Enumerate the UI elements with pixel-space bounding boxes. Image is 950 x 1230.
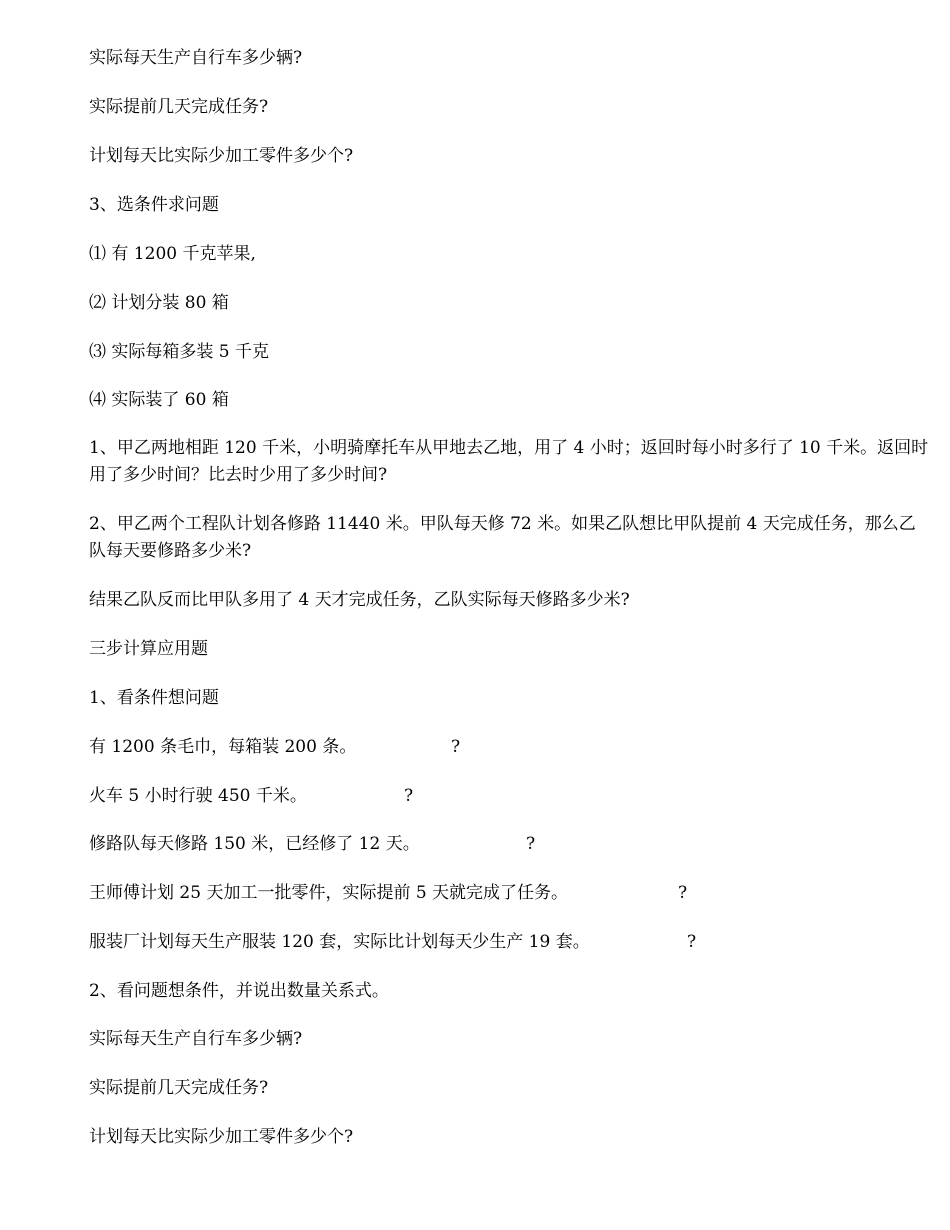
problem-road-teams: 2、甲乙两个工程队计划各修路 11440 米。甲队每天修 72 米。如果乙队想比甲队提前 4 天完成任务，那么乙队每天要修路多少米?	[89, 514, 916, 561]
subheading-questions-to-conditions: 2、看问题想条件，并说出数量关系式。	[89, 981, 389, 1001]
line-road-crew: 修路队每天修路 150 米，已经修了 12 天。	[89, 834, 420, 854]
line-bicycle-question-2: 实际每天生产自行车多少辆?	[89, 1029, 303, 1049]
condition-4: ⑷ 实际装了 60 箱	[89, 390, 229, 410]
subheading-conditions-to-questions: 1、看条件想问题	[89, 688, 219, 708]
blank-question-mark: ?	[687, 932, 697, 952]
line-towels: 有 1200 条毛巾，每箱装 200 条。	[89, 737, 357, 757]
blank-question-mark: ?	[404, 786, 414, 806]
blank-question-mark: ?	[451, 737, 461, 757]
line-bicycle-question: 实际每天生产自行车多少辆?	[89, 48, 303, 68]
line-parts-difference-question: 计划每天比实际少加工零件多少个?	[89, 146, 354, 166]
blank-question-mark: ?	[678, 883, 688, 903]
line-parts-difference-question-2: 计划每天比实际少加工零件多少个?	[89, 1127, 354, 1147]
condition-2: ⑵ 计划分装 80 箱	[89, 293, 229, 313]
condition-1: ⑴ 有 1200 千克苹果,	[89, 244, 256, 264]
line-team-b-actual: 结果乙队反而比甲队多用了 4 天才完成任务，乙队实际每天修路多少米?	[89, 590, 630, 610]
section-heading-choose-conditions: 3、选条件求问题	[89, 195, 219, 215]
line-garment-factory: 服装厂计划每天生产服装 120 套，实际比计划每天少生产 19 套。	[89, 932, 590, 952]
line-train: 火车 5 小时行驶 450 千米。	[89, 786, 307, 806]
line-early-days-question: 实际提前几天完成任务?	[89, 97, 269, 117]
line-early-days-question-2: 实际提前几天完成任务?	[89, 1078, 269, 1098]
condition-3: ⑶ 实际每箱多装 5 千克	[89, 342, 270, 362]
line-master-wang: 王师傅计划 25 天加工一批零件，实际提前 5 天就完成了任务。	[89, 883, 569, 903]
problem-motorcycle: 1、甲乙两地相距 120 千米，小明骑摩托车从甲地去乙地，用了 4 小时；返回时每小时多行了 10 千米。返回时用了多少时间？比去时少用了多少时间?	[89, 438, 929, 485]
section-heading-three-step: 三步计算应用题	[89, 639, 208, 659]
blank-question-mark: ?	[526, 834, 536, 854]
